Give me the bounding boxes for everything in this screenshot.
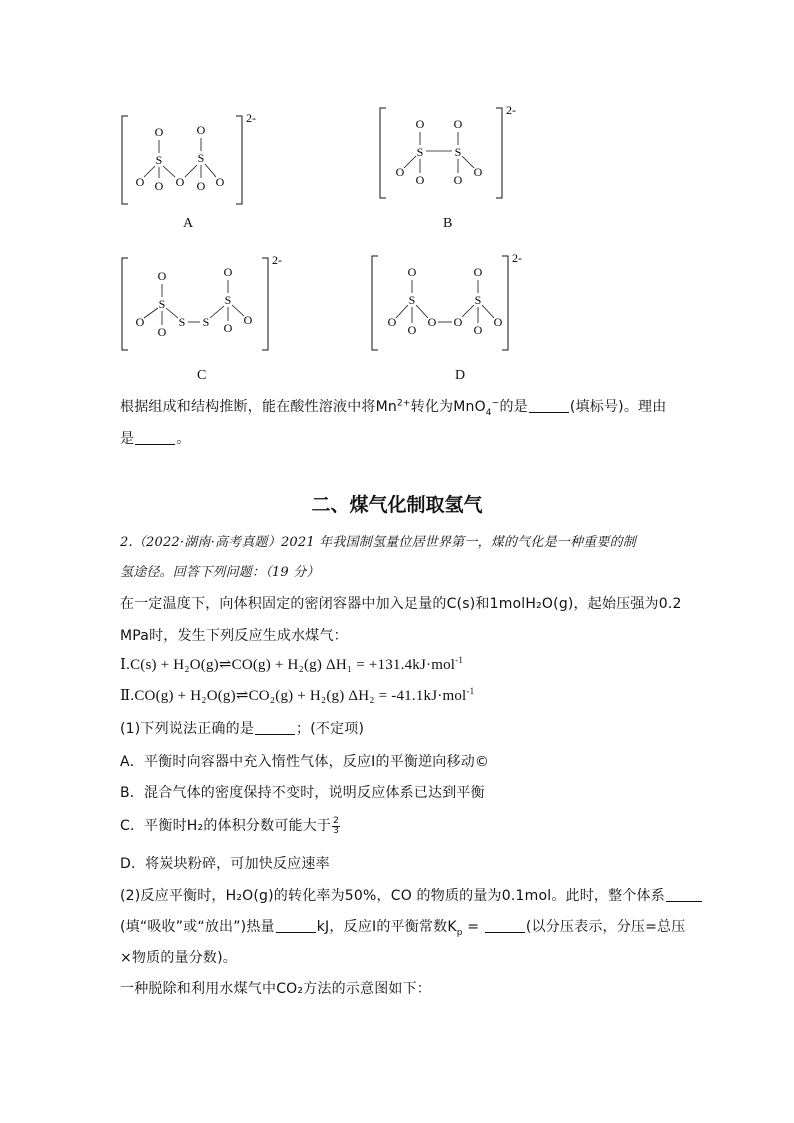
svg-text:O: O	[453, 315, 463, 329]
svg-text:O: O	[453, 173, 463, 187]
svg-text:2-: 2-	[506, 103, 516, 117]
structure-d	[364, 246, 544, 362]
svg-text:2-: 2-	[272, 253, 282, 267]
q1-prompt-line1: 根据组成和结构推断，能在酸性溶液中将$Mn^{2+}$转化为MnO$_4$−的是 (填标号)。理由	[120, 398, 667, 418]
svg-text:S: S	[408, 293, 416, 307]
label-b: B	[443, 216, 453, 231]
svg-text:S: S	[178, 315, 186, 329]
svg-text:O: O	[175, 175, 185, 189]
sub-question-1: (1)下列说法正确的是 ；(不定项)	[120, 721, 365, 737]
svg-text:O: O	[135, 175, 145, 189]
sub-question-2-cont: (填“吸收”或“放出”)热量 kJ，反应Ⅰ的平衡常数$K_p$ = (以分压表示，分压=总压	[120, 919, 686, 938]
q1-prompt-line2: 是 。	[120, 431, 191, 447]
answer-blank[interactable]	[276, 918, 316, 933]
svg-text:S: S	[454, 145, 462, 159]
svg-text:O: O	[407, 323, 417, 337]
svg-text:O: O	[154, 125, 164, 139]
question-2-header-cont: 氢途径。回答下列问题：（19 分）	[120, 565, 320, 580]
svg-text:O: O	[196, 179, 206, 193]
svg-text:O: O	[215, 175, 225, 189]
option-a: A．平衡时向容器中充入惰性气体，反应Ⅰ的平衡逆向移动©	[120, 754, 490, 770]
svg-text:O: O	[453, 117, 463, 131]
svg-text:O: O	[387, 315, 397, 329]
svg-text:O: O	[196, 123, 206, 137]
structure-c	[112, 248, 292, 362]
svg-text:S: S	[202, 315, 210, 329]
svg-text:O: O	[473, 165, 483, 179]
svg-text:S: S	[224, 293, 232, 307]
label-d: D	[455, 368, 466, 383]
reaction-2: Ⅱ.CO(g) + H₂O(g)⇌CO₂(g) + H₂(g) ΔH₂ = -41.1kJ·mol$^{-1}$	[120, 686, 475, 704]
question-2-header: 2.（2022·湖南·高考真题）2021 年我国制氢量位居世界第一，煤的气化是一种重要的制	[120, 535, 636, 550]
option-d: D．将炭块粉碎，可加快反应速率	[120, 856, 330, 872]
svg-text:S: S	[155, 153, 163, 167]
svg-text:O: O	[223, 321, 233, 335]
svg-text:2-: 2-	[246, 111, 256, 125]
answer-blank[interactable]	[529, 398, 569, 413]
option-c: C．平衡时H₂的体积分数可能大于 $\frac{2}{3}$	[120, 815, 340, 836]
sub-question-2-end: ×物质的量分数)。	[120, 950, 237, 966]
svg-text:S: S	[197, 151, 205, 165]
structure-b	[372, 98, 532, 212]
svg-text:S: S	[158, 297, 166, 311]
label-c: C	[197, 368, 207, 383]
answer-blank[interactable]	[255, 720, 295, 735]
label-a: A	[183, 216, 194, 231]
section-title: 二、煤气化制取氢气	[311, 494, 483, 516]
svg-text:O: O	[395, 165, 405, 179]
svg-text:O: O	[154, 179, 164, 193]
svg-text:O: O	[415, 117, 425, 131]
answer-blank[interactable]	[666, 887, 702, 902]
intro-line2: MPa时，发生下列反应生成水煤气：	[120, 628, 348, 644]
svg-text:O: O	[427, 315, 437, 329]
answer-blank[interactable]	[485, 918, 525, 933]
intro-line1: 在一定温度下，向体积固定的密闭容器中加入足量的C(s)和1molH₂O(g)，起始压强为0.2	[120, 596, 682, 612]
diagram-intro: 一种脱除和利用水煤气中CO₂方法的示意图如下：	[120, 981, 432, 997]
svg-text:O: O	[157, 269, 167, 283]
svg-text:O: O	[415, 173, 425, 187]
svg-text:O: O	[473, 323, 483, 337]
svg-text:O: O	[243, 313, 253, 327]
reaction-1: Ⅰ.C(s) + H₂O(g)⇌CO(g) + H₂(g) ΔH₁ = +131.4kJ·mol$^{-1}$	[120, 655, 464, 673]
svg-text:O: O	[157, 325, 167, 339]
svg-text:O: O	[493, 315, 503, 329]
option-b: B．混合气体的密度保持不变时，说明反应体系已达到平衡	[120, 785, 485, 801]
svg-text:S: S	[416, 145, 424, 159]
sub-question-2: (2)反应平衡时，H₂O(g)的转化率为50%，CO 的物质的量为0.1mol。此时，整个体系	[120, 885, 703, 905]
svg-text:S: S	[474, 293, 482, 307]
svg-text:2-: 2-	[512, 251, 522, 265]
svg-text:O: O	[407, 265, 417, 279]
svg-text:O: O	[135, 315, 145, 329]
svg-text:O: O	[223, 265, 233, 279]
svg-text:O: O	[473, 265, 483, 279]
answer-blank[interactable]	[135, 430, 175, 445]
